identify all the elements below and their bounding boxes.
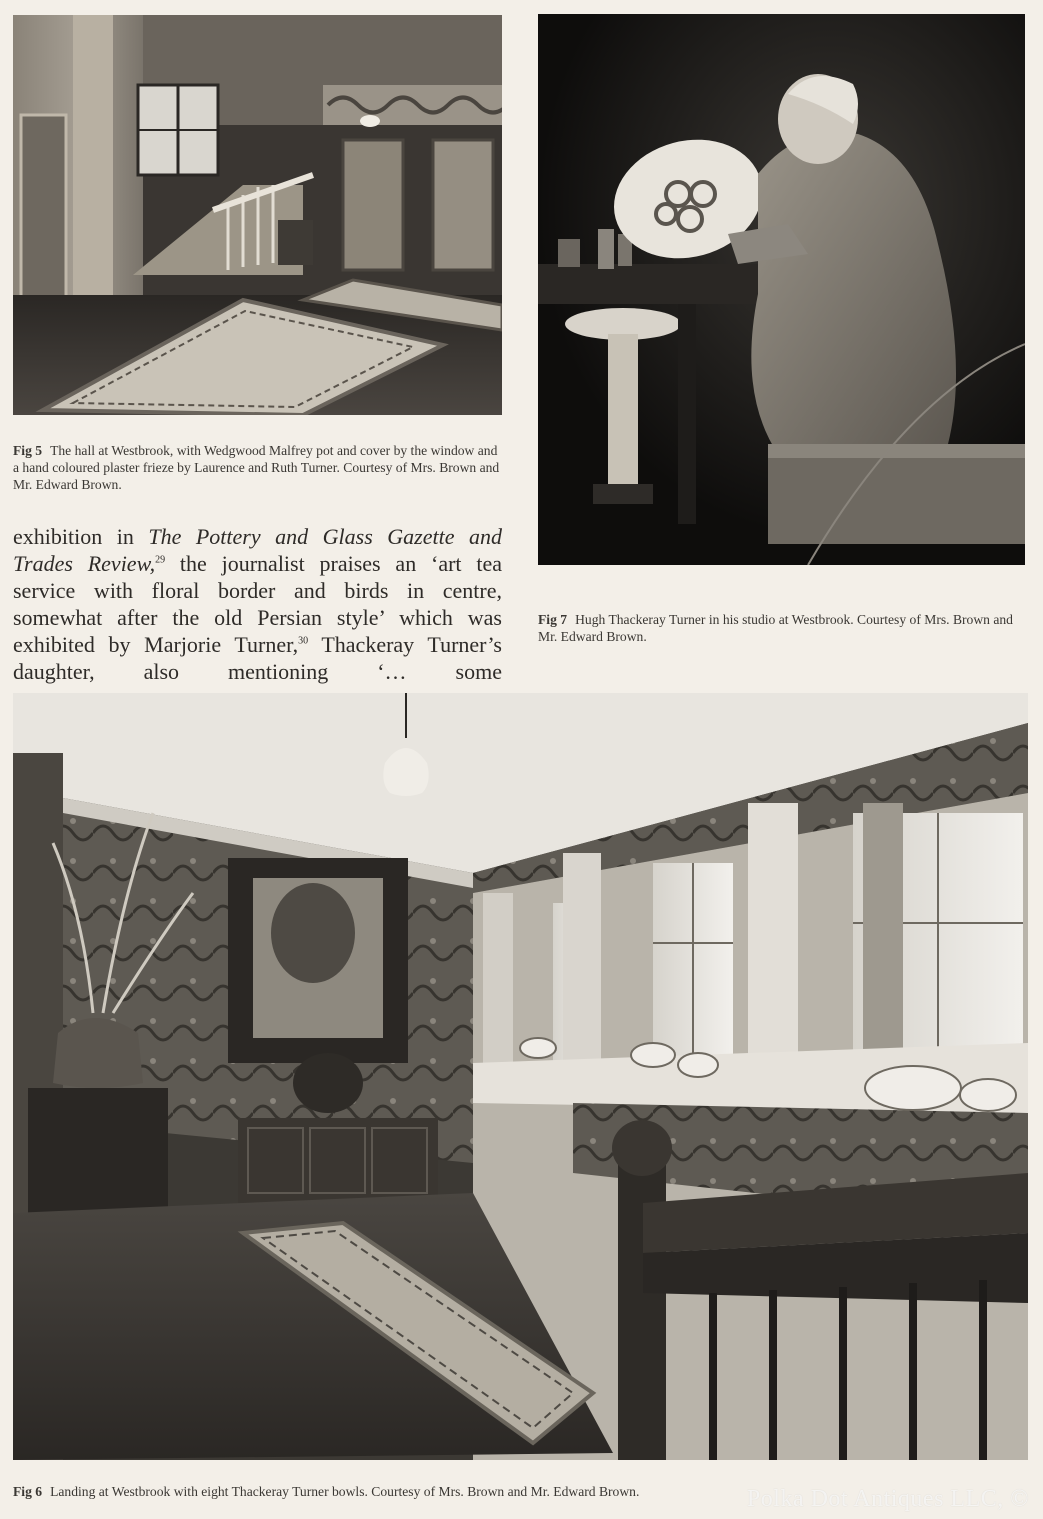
fig7-label: Fig 7 [538,612,568,627]
fig7-illustration [538,14,1025,565]
body-text-3: Thackeray Turner’s daughter, also mentioning ‘… some [13,632,502,684]
footnote-30: 30 [298,635,309,647]
body-paragraph [13,523,502,685]
fig6-caption-text: Landing at Westbrook with eight Thackeray Turner bowls. Courtesy of Mrs. Brown and Mr. Edward Brown. [50,1484,640,1499]
fig6-label: Fig 6 [13,1484,43,1499]
fig5-photo [13,15,502,415]
fig5-label: Fig 5 [13,443,43,458]
fig5-illustration [13,15,502,415]
watermark: Polka Dot Antiques LLC, © [746,1486,1029,1512]
journal-title: The Pottery and Glass Gazette and Trades Review, [13,524,502,576]
fig6-photo [13,693,1028,1460]
footnote-29: 29 [155,554,166,566]
fig6-caption [13,1483,773,1500]
fig7-caption-text: Hugh Thackeray Turner in his studio at Westbrook. Courtesy of Mrs. Brown and Mr. Edward Brown. [538,612,1013,644]
fig5-caption [13,442,502,493]
fig7-caption [538,611,1025,645]
body-text-1: exhibition in [13,524,149,549]
fig7-photo [538,14,1025,565]
fig6-illustration [13,693,1028,1460]
body-text-2: the journalist praises an ‘art tea service with floral border and birds in centre, somewhat after the old Persian style’ which was exhibited by Marjorie Turner, [13,551,502,657]
fig5-caption-text: The hall at Westbrook, with Wedgwood Malfrey pot and cover by the window and a hand coloured plaster frieze by Laurence and Ruth Turner. Courtesy of Mrs. Brown and Mr. Edward Brown. [13,443,500,492]
